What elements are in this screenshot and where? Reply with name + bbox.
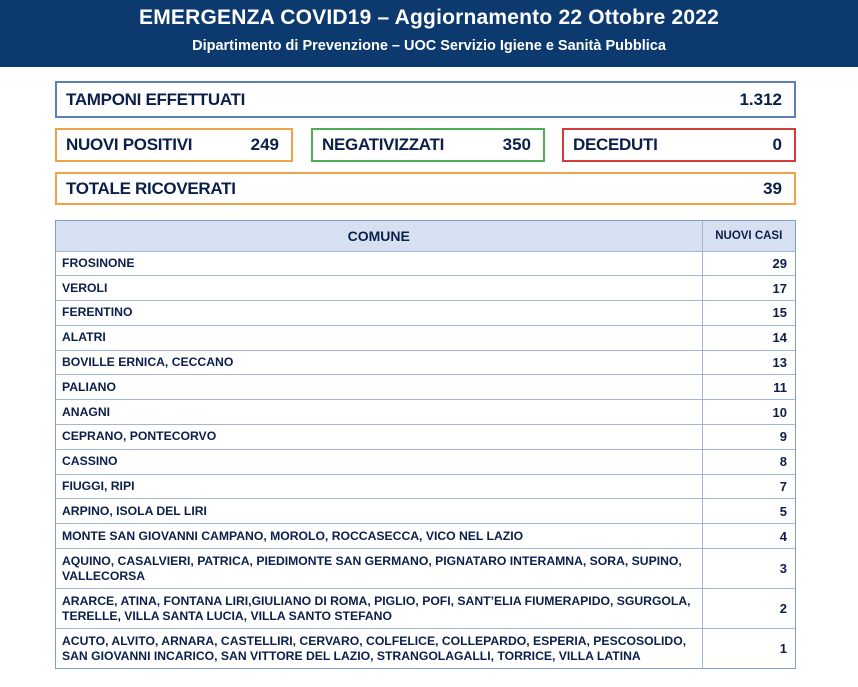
casi-cell: 14 (702, 325, 795, 350)
comune-cell: ACUTO, ALVITO, ARNARA, CASTELLIRI, CERVARO, COLFELICE, COLLEPARDO, ESPERIA, PESCOSOLIDO, SAN GIOVANNI INCARICO, SAN VITTORE DEL LAZIO, STRANGOLAGALLI, TORRICE, VILLA LATINA (62, 633, 687, 663)
casi-cell: 17 (702, 276, 795, 301)
casi-cell: 5 (702, 499, 795, 524)
table-row (56, 301, 795, 326)
header-comune: COMUNE (56, 221, 702, 251)
tamponi-label: TAMPONI EFFETTUATI (66, 89, 246, 109)
casi-cell: 2 (702, 589, 795, 629)
table-row (56, 589, 795, 629)
casi-cell: 10 (702, 400, 795, 425)
table-row (56, 375, 795, 400)
nuovi-positivi-value: 249 (250, 135, 279, 154)
deceduti-value: 0 (772, 135, 782, 154)
comune-cell: VEROLI (56, 276, 702, 301)
comune-cell: PALIANO (56, 375, 702, 400)
table-header-row (56, 221, 795, 251)
table-row (56, 474, 795, 499)
table-row (56, 524, 795, 549)
table-row (56, 499, 795, 524)
negativizzati-label: NEGATIVIZZATI (322, 135, 445, 154)
nuovi-positivi-label: NUOVI POSITIVI (66, 135, 193, 154)
casi-cell: 8 (702, 449, 795, 474)
casi-cell: 1 (702, 629, 795, 669)
comune-cell: ARARCE, ATINA, FONTANA LIRI,GIULIANO DI ROMA, PIGLIO, POFI, SANT’ELIA FIUMERAPIDO, SGURGOLA, TERELLE, VILLA SANTA LUCIA, VILLA SANTO STEFANO (56, 589, 702, 629)
casi-cell: 4 (702, 524, 795, 549)
comune-cell: BOVILLE ERNICA, CECCANO (56, 350, 702, 375)
comune-cell: MONTE SAN GIOVANNI CAMPANO, MOROLO, ROCCASECCA, VICO NEL LAZIO (56, 524, 702, 549)
table-row (56, 549, 795, 589)
comune-cell: ANAGNI (56, 400, 702, 425)
casi-cell: 9 (702, 425, 795, 450)
negativizzati-value: 350 (502, 135, 531, 154)
page-title: EMERGENZA COVID19 – Aggiornamento 22 Ottobre 2022 (138, 6, 720, 29)
table-row (56, 325, 795, 350)
casi-cell: 29 (702, 251, 795, 276)
tamponi-value: 1.312 (739, 89, 782, 109)
comune-cell: CEPRANO, PONTECORVO (56, 425, 702, 450)
table-row (56, 251, 795, 276)
comune-cell: ALATRI (56, 325, 702, 350)
page-subtitle: Dipartimento di Prevenzione – UOC Servizio Igiene e Sanità Pubblica (192, 38, 666, 54)
casi-cell: 15 (702, 301, 795, 326)
casi-cell: 7 (702, 474, 795, 499)
table-row (56, 276, 795, 301)
casi-cell: 11 (702, 375, 795, 400)
table-row (56, 449, 795, 474)
deceduti-box (562, 128, 796, 162)
ricoverati-box (55, 172, 796, 205)
comune-cell: CASSINO (56, 449, 702, 474)
header-banner (0, 0, 858, 67)
comune-cell: FERENTINO (56, 301, 702, 326)
nuovi-positivi-box (55, 128, 293, 162)
header-nuovi-casi: NUOVI CASI (702, 221, 795, 251)
casi-cell: 3 (702, 549, 795, 589)
cases-table-container (55, 220, 796, 669)
comune-cell: AQUINO, CASALVIERI, PATRICA, PIEDIMONTE SAN GERMANO, PIGNATARO INTERAMNA, SORA, SUPINO, VALLECORSA (56, 549, 702, 589)
cases-table (56, 221, 795, 669)
table-row (56, 425, 795, 450)
tamponi-box (55, 81, 796, 118)
table-row (56, 629, 795, 669)
negativizzati-box (311, 128, 545, 162)
comune-cell: FROSINONE (56, 251, 702, 276)
deceduti-label: DECEDUTI (573, 135, 658, 154)
ricoverati-label: TOTALE RICOVERATI (66, 178, 236, 198)
table-row (56, 400, 795, 425)
casi-cell: 13 (702, 350, 795, 375)
table-row (56, 350, 795, 375)
comune-cell: FIUGGI, RIPI (56, 474, 702, 499)
comune-cell: ARPINO, ISOLA DEL LIRI (56, 499, 702, 524)
ricoverati-value: 39 (763, 178, 782, 198)
